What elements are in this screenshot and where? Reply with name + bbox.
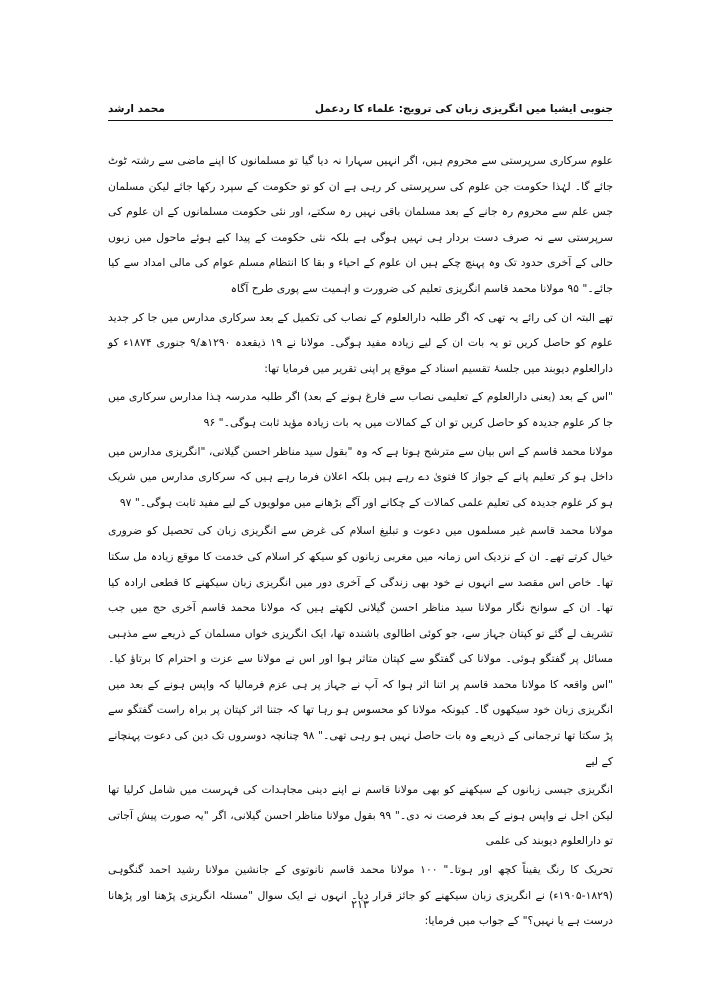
paragraph: انگریزی جیسی زبانوں کے سیکھنے کو بھی مولانا قاسم نے اپنے دینی مجاہدات کی فہرست میں شامل کرلیا تھا لیکن اجل نے واپس ہونے کے بعد فرصت نہ دی۔" ۹۹ بقول مولانا مناظر احسن گیلانی، اگر "یہ صورت پیش آجاتی تو دارالعلوم دیوبند کی علمی bbox=[108, 783, 613, 848]
header-rule bbox=[108, 120, 613, 121]
paragraph: تحریک کا رنگ یقیناً کچھ اور ہوتا۔" ۱۰۰ مولانا محمد قاسم نانوتوی کے جانشین مولانا رشید احمد گنگوہی (۱۸۲۹-۱۹۰۵ء) نے انگریزی زبان سیکھنے کو جائز قرار دیا۔ انہوں نے ایک سوال "مسئلہ انگریزی پڑھنا اور پڑھانا درست ہے یا نہیں؟" کے جواب میں فرمایا: bbox=[108, 863, 614, 928]
article-body bbox=[108, 148, 613, 937]
paragraph: مولانا محمد قاسم کے اس بیان سے مترشح ہوتا ہے کہ وہ "بقول سید مناظر احسن گیلانی، "انگریزی مدارس میں داخل ہو کر تعلیم پانے کے جواز کا فتویٰ دے رہے ہیں بلکہ اعلان فرما رہے ہیں کہ سرکاری مدارس میں شریک ہو کر علوم جدیدہ کی تعلیم علمی کمالات کے چکانے اور آگے بڑھانے میں مولویوں کے لیے مفید ثابت ہوگی۔" ۹۷ bbox=[108, 444, 613, 509]
running-header bbox=[108, 103, 613, 119]
block-quote: "اس کے بعد (یعنی دارالعلوم کے تعلیمی نصاب سے فارغ ہونے کے بعد) اگر طلبہ مدرسہ ہٰذا مدارس سرکاری میں جا کر علوم جدیدہ کو حاصل کریں تو ان کے کمالات میں یہ بات زیادہ مؤید ثابت ہوگی۔" ۹۶ bbox=[108, 390, 613, 429]
page-number: ۲۱۳ bbox=[351, 898, 369, 911]
running-author: محمد ارشد bbox=[108, 103, 165, 115]
paragraph: تھے البتہ ان کی رائے یہ تھی کہ اگر طلبہ دارالعلوم کے نصاب کی تکمیل کے بعد سرکاری مدارس میں جا کر جدید علوم کو حاصل کریں تو یہ بات ان کے لیے زیادہ مفید ہوگی۔ مولانا نے ۱۹ ذیقعدہ ۱۲۹۰ھ/۹ جنوری ۱۸۷۴ء کو دارالعلوم دیوبند میں جلسۂ تقسیم اسناد کے موقع پر اپنی تقریر میں فرمایا تھا: bbox=[108, 310, 614, 375]
running-title: جنوبی ایشیا میں انگریزی زبان کی ترویج: علماء کا ردعمل bbox=[314, 103, 613, 115]
paragraph: علوم سرکاری سرپرستی سے محروم ہیں، اگر انہیں سہارا نہ دیا گیا تو مسلمانوں کا اپنے ماضی سے رشتہ ٹوٹ جائے گا۔ لہٰذا حکومت جن علوم کی سرپرستی کر رہی ہے ان کو تو حکومت کے سپرد رکھا جائے لیکن مسلمان جس علم سے محروم رہ جانے کے بعد مسلمان باقی نہیں رہ سکتے، اور نئی حکومت مسلمانوں کے ان علوم کی سرپرستی سے نہ صرف دست بردار ہی نہیں ہوگی ہے بلکہ نئی حکومت کے پیدا کیے ہوئے ماحول میں زبوں حالی کے آخری حدود تک وہ پہنچ چکے ہیں ان علوم کے احیاء و بقا کا انتظام مسلم عوام کی مالی امداد سے کیا جائے۔" ۹۵ مولانا محمد قاسم انگریزی تعلیم کی ضرورت و اہمیت سے پوری طرح آگاہ bbox=[108, 154, 613, 295]
paragraph: مولانا محمد قاسم غیر مسلموں میں دعوت و تبلیغ اسلام کی غرض سے انگریزی زبان کی تحصیل کو ضروری خیال کرتے تھے۔ ان کے نزدیک اس زمانہ میں مغربی زبانوں کو سیکھ کر اسلام کی خدمت کا موقع زیادہ مل سکتا تھا۔ خاص اس مقصد سے انہوں نے خود بھی زندگی کے آخری دور میں انگریزی زبان سیکھنے کا قطعی ارادہ کیا تھا۔ ان کے سوانح نگار مولانا سید مناظر احسن گیلانی لکھتے ہیں کہ مولانا محمد قاسم آخری حج میں جب تشریف لے گئے تو کپتان جہاز سے، جو کوئی اطالوی باشندہ تھا، ایک انگریزی خواں مسلمان کے ذریعے سے مذہبی مسائل پر گفتگو ہوئی۔ مولانا کی گفتگو سے کپتان متاثر ہوا اور اس نے مولانا سے عزت و احترام کا برتاؤ کیا۔ "اس واقعہ کا مولانا محمد قاسم پر اتنا اثر ہوا کہ آپ نے جہاز پر ہی عزم فرمالیا کہ واپس ہونے کے بعد میں انگریزی زبان خود سیکھوں گا۔ کیونکہ مولانا کو محسوس ہو رہا تھا کہ جتنا اثر کپتان پر براہ راست گفتگو سے پڑ سکتا تھا ترجمانی کے ذریعے وہ بات حاصل نہیں ہو رہی تھی۔" ۹۸ چنانچہ دوسروں تک دین کی دعوت پہنچانے کے لیے bbox=[108, 524, 613, 768]
